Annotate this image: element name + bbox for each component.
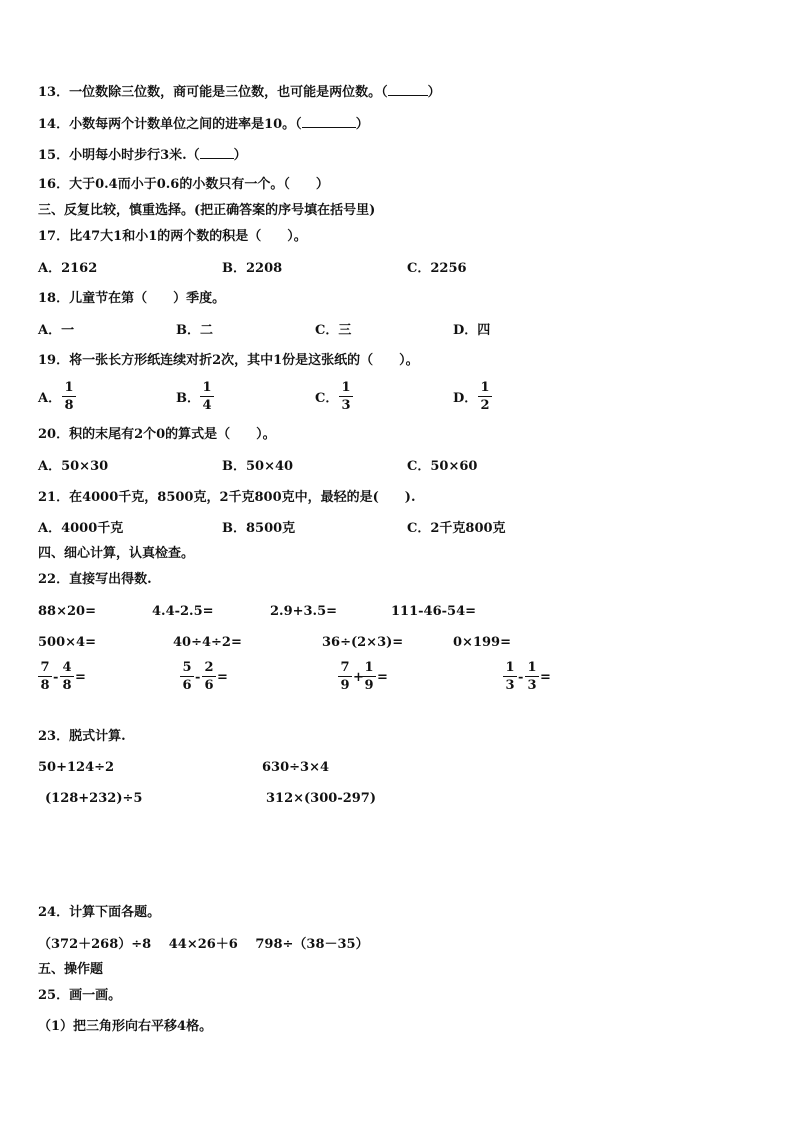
question-13: 13．一位数除三位数，商可能是三位数，也可能是两位数。（ ） (38, 85, 441, 100)
oral-calc-item: 4.4-2.5= (152, 604, 214, 619)
question-19-stem: 19．将一张长方形纸连续对折2次，其中1份是这张纸的（ ）。 (38, 353, 419, 368)
question-15: 15．小明每小时步行3米.（ ） (38, 148, 247, 163)
calc-expression: 630÷3×4 (262, 760, 330, 775)
fraction: 1 4 (200, 380, 214, 413)
option-d[interactable]: D．四 (453, 323, 491, 338)
question-24-stem: 24．计算下面各题。 (38, 905, 161, 920)
oral-calc-item: 500×4= (38, 635, 96, 650)
question-18-stem: 18．儿童节在第（ ）季度。 (38, 291, 226, 306)
option-b[interactable]: B．2208 (222, 261, 283, 276)
question-20-stem: 20．积的末尾有2个0的算式是（ ）。 (38, 427, 276, 442)
option-a[interactable]: A．一 (38, 323, 75, 338)
section-3-heading: 三、反复比较，慎重选择。(把正确答案的序号填在括号里) (38, 203, 376, 218)
calc-expression: 50+124÷2 (38, 760, 115, 775)
fraction: 1 3 (339, 380, 353, 413)
option-a[interactable]: A．50×30 (38, 459, 109, 474)
option-a[interactable]: A．4000千克 (38, 521, 124, 536)
option-b[interactable]: B． (176, 391, 200, 406)
option-b[interactable]: B．8500克 (222, 521, 296, 536)
fraction: 1 8 (62, 380, 76, 413)
option-a[interactable]: A． (38, 391, 62, 406)
question-14: 14．小数每两个计数单位之间的进率是10。（ ） (38, 117, 369, 132)
oral-calc-item: 0×199= (453, 635, 511, 650)
option-b[interactable]: B．二 (176, 323, 213, 338)
question-22-stem: 22．直接写出得数. (38, 572, 152, 587)
question-16: 16．大于0.4而小于0.6的小数只有一个。（ ） (38, 177, 329, 192)
option-d[interactable]: D． (453, 391, 478, 406)
oral-calc-item: 111-46-54= (391, 604, 477, 619)
question-17-stem: 17．比47大1和小1的两个数的积是（ ）。 (38, 229, 307, 244)
answer-blank[interactable] (200, 146, 234, 159)
oral-calc-item: 40÷4÷2= (173, 635, 242, 650)
option-b[interactable]: B．50×40 (222, 459, 294, 474)
calc-expression: 312×(300-297) (266, 791, 376, 806)
section-5-heading: 五、操作题 (38, 962, 104, 977)
answer-blank[interactable] (388, 83, 428, 96)
section-4-heading: 四、细心计算，认真检查。 (38, 546, 195, 561)
oral-calc-item: 88×20= (38, 604, 96, 619)
option-c[interactable]: C． (315, 391, 339, 406)
option-c[interactable]: C．2千克800克 (407, 521, 506, 536)
answer-blank[interactable] (302, 115, 356, 128)
option-a[interactable]: A．2162 (38, 261, 98, 276)
option-c[interactable]: C．50×60 (407, 459, 478, 474)
calc-expressions: （372＋268）÷8 44×26＋6 798÷（38－35） (38, 937, 369, 952)
option-c[interactable]: C．三 (315, 323, 352, 338)
question-21-stem: 21．在4000千克，8500克，2千克800克中，最轻的是( ). (38, 490, 416, 505)
question-23-stem: 23．脱式计算. (38, 729, 126, 744)
calc-expression: (128+232)÷5 (45, 791, 143, 806)
oral-calc-item: 36÷(2×3)= (322, 635, 404, 650)
option-c[interactable]: C．2256 (407, 261, 467, 276)
oral-calc-item: 2.9+3.5= (270, 604, 338, 619)
question-25-sub-1: （1）把三角形向右平移4格。 (38, 1019, 213, 1034)
question-25-stem: 25．画一画。 (38, 988, 122, 1003)
fraction: 1 2 (478, 380, 492, 413)
